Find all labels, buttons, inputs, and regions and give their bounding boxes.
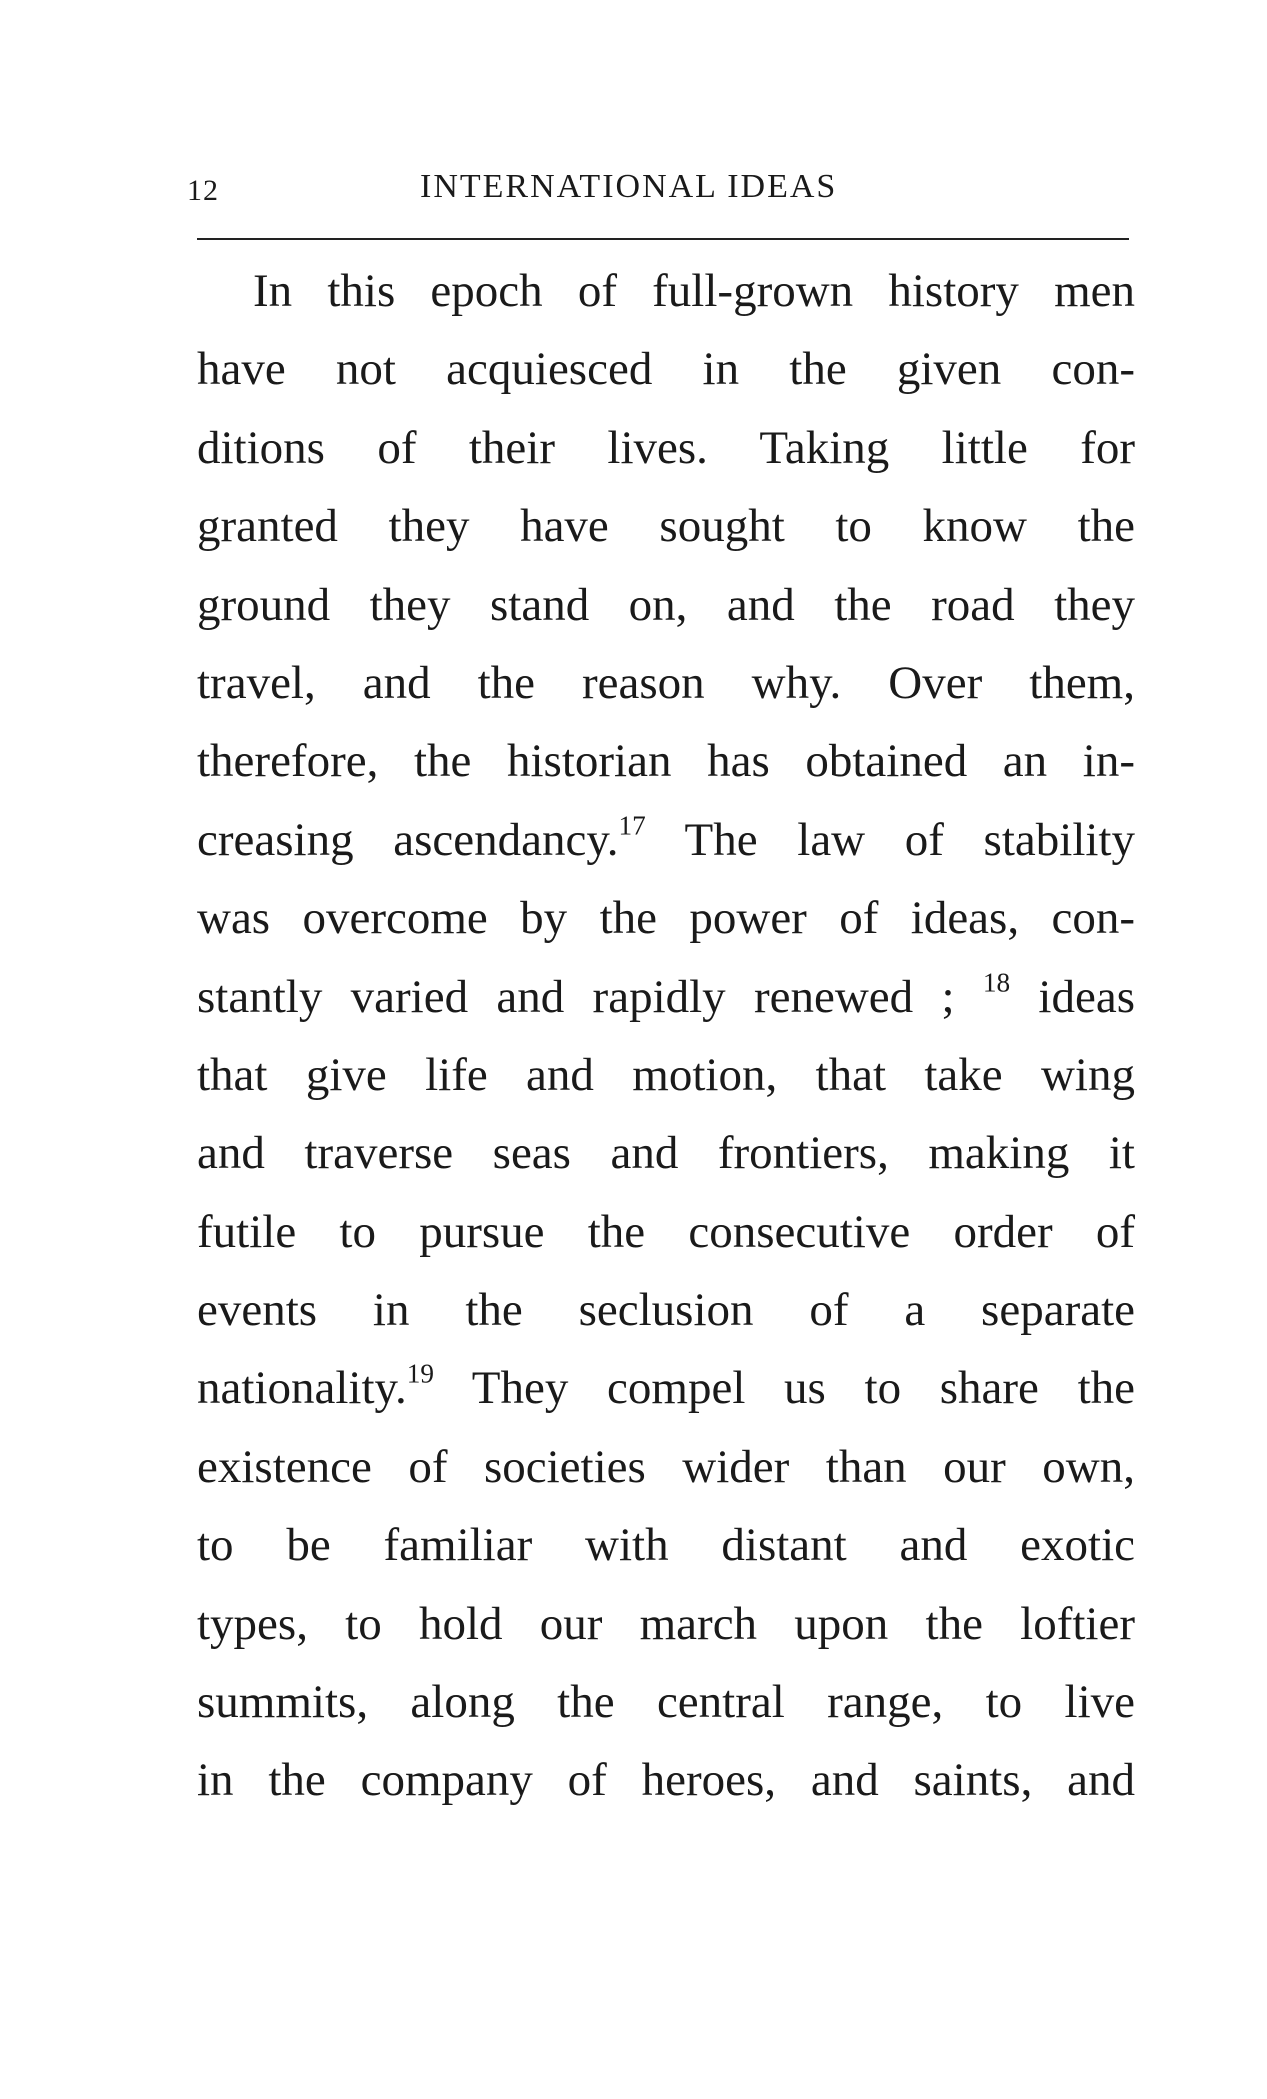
text-line: In this epoch of full-grown history men <box>253 265 1135 317</box>
text-line: ground they stand on, and the road they <box>197 578 1135 631</box>
header-rule <box>197 238 1129 240</box>
text-line: types, to hold our march upon the loftier <box>197 1597 1135 1650</box>
text-line: ditions of their lives. Taking little for <box>197 421 1135 474</box>
line-segment: stantly varied and rapidly renewed ; <box>197 970 983 1023</box>
text-line <box>197 958 1135 1036</box>
page-number: 12 <box>187 174 219 207</box>
line-segment: The law of stability <box>645 813 1135 866</box>
line-segment: nationality. <box>197 1362 407 1415</box>
body-text <box>197 252 1135 1820</box>
text-line: therefore, the historian has obtained an in- <box>197 735 1135 788</box>
text-line: granted they have sought to know the <box>197 500 1135 553</box>
page-header <box>0 168 1267 228</box>
text-line: summits, along the central range, to live <box>197 1676 1135 1729</box>
line-segment: creasing ascendancy. <box>197 813 619 866</box>
line-segment: They compel us to share the <box>433 1362 1135 1415</box>
text-line: to be familiar with distant and exotic <box>197 1519 1135 1572</box>
text-line: was overcome by the power of ideas, con- <box>197 892 1135 945</box>
text-line: futile to pursue the consecutive order of <box>197 1205 1135 1258</box>
text-line <box>197 1349 1135 1427</box>
text-line: have not acquiesced in the given con- <box>197 343 1135 396</box>
running-head: INTERNATIONAL IDEAS <box>420 168 838 205</box>
text-line: and traverse seas and frontiers, making it <box>197 1127 1135 1180</box>
text-line: in the company of heroes, and saints, and <box>197 1754 1135 1807</box>
footnote-marker: 17 <box>618 810 646 841</box>
text-line: events in the seclusion of a separate <box>197 1284 1135 1337</box>
text-line <box>197 801 1135 879</box>
footnote-marker: 18 <box>982 967 1011 998</box>
footnote-marker: 19 <box>406 1359 434 1390</box>
line-segment: ideas <box>1010 970 1135 1023</box>
text-line: existence of societies wider than our own, <box>197 1440 1135 1493</box>
text-line: travel, and the reason why. Over them, <box>197 656 1135 709</box>
text-line: that give life and motion, that take wing <box>197 1048 1135 1101</box>
